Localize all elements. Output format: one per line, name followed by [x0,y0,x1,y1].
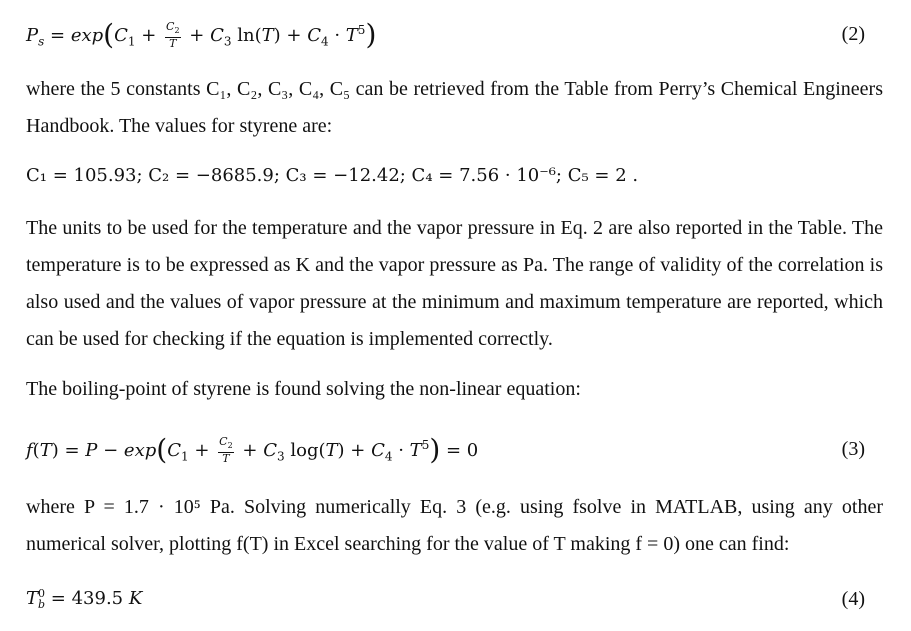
equation-4-formula [26,588,142,610]
eq2-lhs: P [26,24,39,46]
eq3-rhs: = 0 [440,439,479,461]
eq2-close-paren: ) [365,17,377,51]
eq2-frac-num-sub: 2 [174,26,180,36]
eq2-plus1: + [135,24,163,46]
eq3-fraction [218,436,234,465]
eq2-fraction [165,21,181,50]
eq2-ln: ln( [231,24,262,46]
eq2-c4: C [307,24,321,46]
eq4-unit: K [128,588,143,609]
constants-line [26,157,865,193]
equation-4-number: (4) [841,587,865,610]
eq2-frac-num: C [166,19,175,33]
eq2-t5-sup: 5 [357,22,366,37]
eq2-open-paren: ( [103,17,115,51]
eq3-c4: C [371,439,385,461]
equation-3-formula [26,433,478,466]
eq3-frac-num-sub: 2 [227,441,233,451]
constants-values: C₁ = 105.93; C₂ = −8685.9; C₃ = −12.42; C₄ = 7.56 · 10⁻⁶; C₅ = 2 . [26,164,639,186]
eq3-c3: C [263,439,277,461]
eq2-frac-den: T [169,37,177,51]
eq3-log-arg: T [325,439,338,461]
eq3-c4-sub: 4 [384,449,393,464]
eq3-close-paren: ) [429,432,441,466]
eq2-c1: C [114,24,128,46]
eq3-c3-sub: 3 [276,449,285,464]
equation-2 [26,16,865,52]
equation-2-number: (2) [841,22,865,45]
eq3-minus-exp: − exp [97,439,157,461]
eq3-t5-sup: 5 [421,437,430,452]
eq3-plus1: + [188,439,216,461]
eq2-ln-arg: T [261,24,274,46]
eq3-c1: C [167,439,181,461]
eq2-ln-close: ) + [273,24,308,46]
eq2-lhs-sub: s [38,34,45,49]
eq2-c1-sub: 1 [127,34,136,49]
eq3-open-paren: ( [156,432,168,466]
eq2-c4-sub: 4 [320,34,329,49]
eq2-c3: C [210,24,224,46]
paragraph-constants-intro: where the 5 constants C₁, C₂, C₃, C₄, C₅ can be retrieved from the Table from Perry’s Chemical Engineers Handbook. The values for styrene are: [26,78,883,137]
equation-2-formula [26,18,376,51]
eq2-plus2: + [183,24,211,46]
eq3-dot: · [392,439,410,461]
eq4-rhs: = 439.5 [45,588,129,609]
eq3-t5: T [409,439,422,461]
eq3-arg-open: ( [32,439,40,461]
paragraph-units: The units to be used for the temperature and the vapor pressure in Eq. 2 are also reported in the Table. The temperature is to be expressed as K and the vapor pressure as Pa. The range of validity of the correlation is also used and the values of vapor pressure at the minimum and maximum temperature are reported, which can be used for checking if the equation is implemented correctly. [26,217,883,350]
eq3-arg-close: ) [51,439,59,461]
eq3-lhs: f [26,439,33,461]
eq4-lhs-sup: 0 [38,587,46,600]
eq3-log: log( [284,439,326,461]
eq2-exp: = exp [44,24,104,46]
eq3-equals: = [58,439,86,461]
eq3-frac-den: T [222,452,230,466]
eq3-p: P [85,439,98,461]
eq2-dot: · [328,24,346,46]
equation-3-number: (3) [841,437,865,460]
eq3-arg: T [39,439,52,461]
eq4-lhs: T [26,588,39,609]
eq4-lhs-sub: b [38,598,46,611]
paragraph-boiling-point: The boiling-point of styrene is found solving the non-linear equation: [26,378,581,400]
eq3-c1-sub: 1 [180,449,189,464]
paragraph-solution: where P = 1.7 · 10⁵ Pa. Solving numerically Eq. 3 (e.g. using fsolve in MATLAB, using any other numerical solver, plotting f(T) in Excel searching for the value of T making f = 0) one can find: [26,496,883,555]
eq3-plus2: + [236,439,264,461]
eq3-log-close: ) + [337,439,372,461]
equation-3 [26,431,865,467]
eq2-c3-sub: 3 [223,34,232,49]
equation-4 [26,581,865,617]
eq2-t5: T [345,24,358,46]
eq3-frac-num: C [219,434,228,448]
